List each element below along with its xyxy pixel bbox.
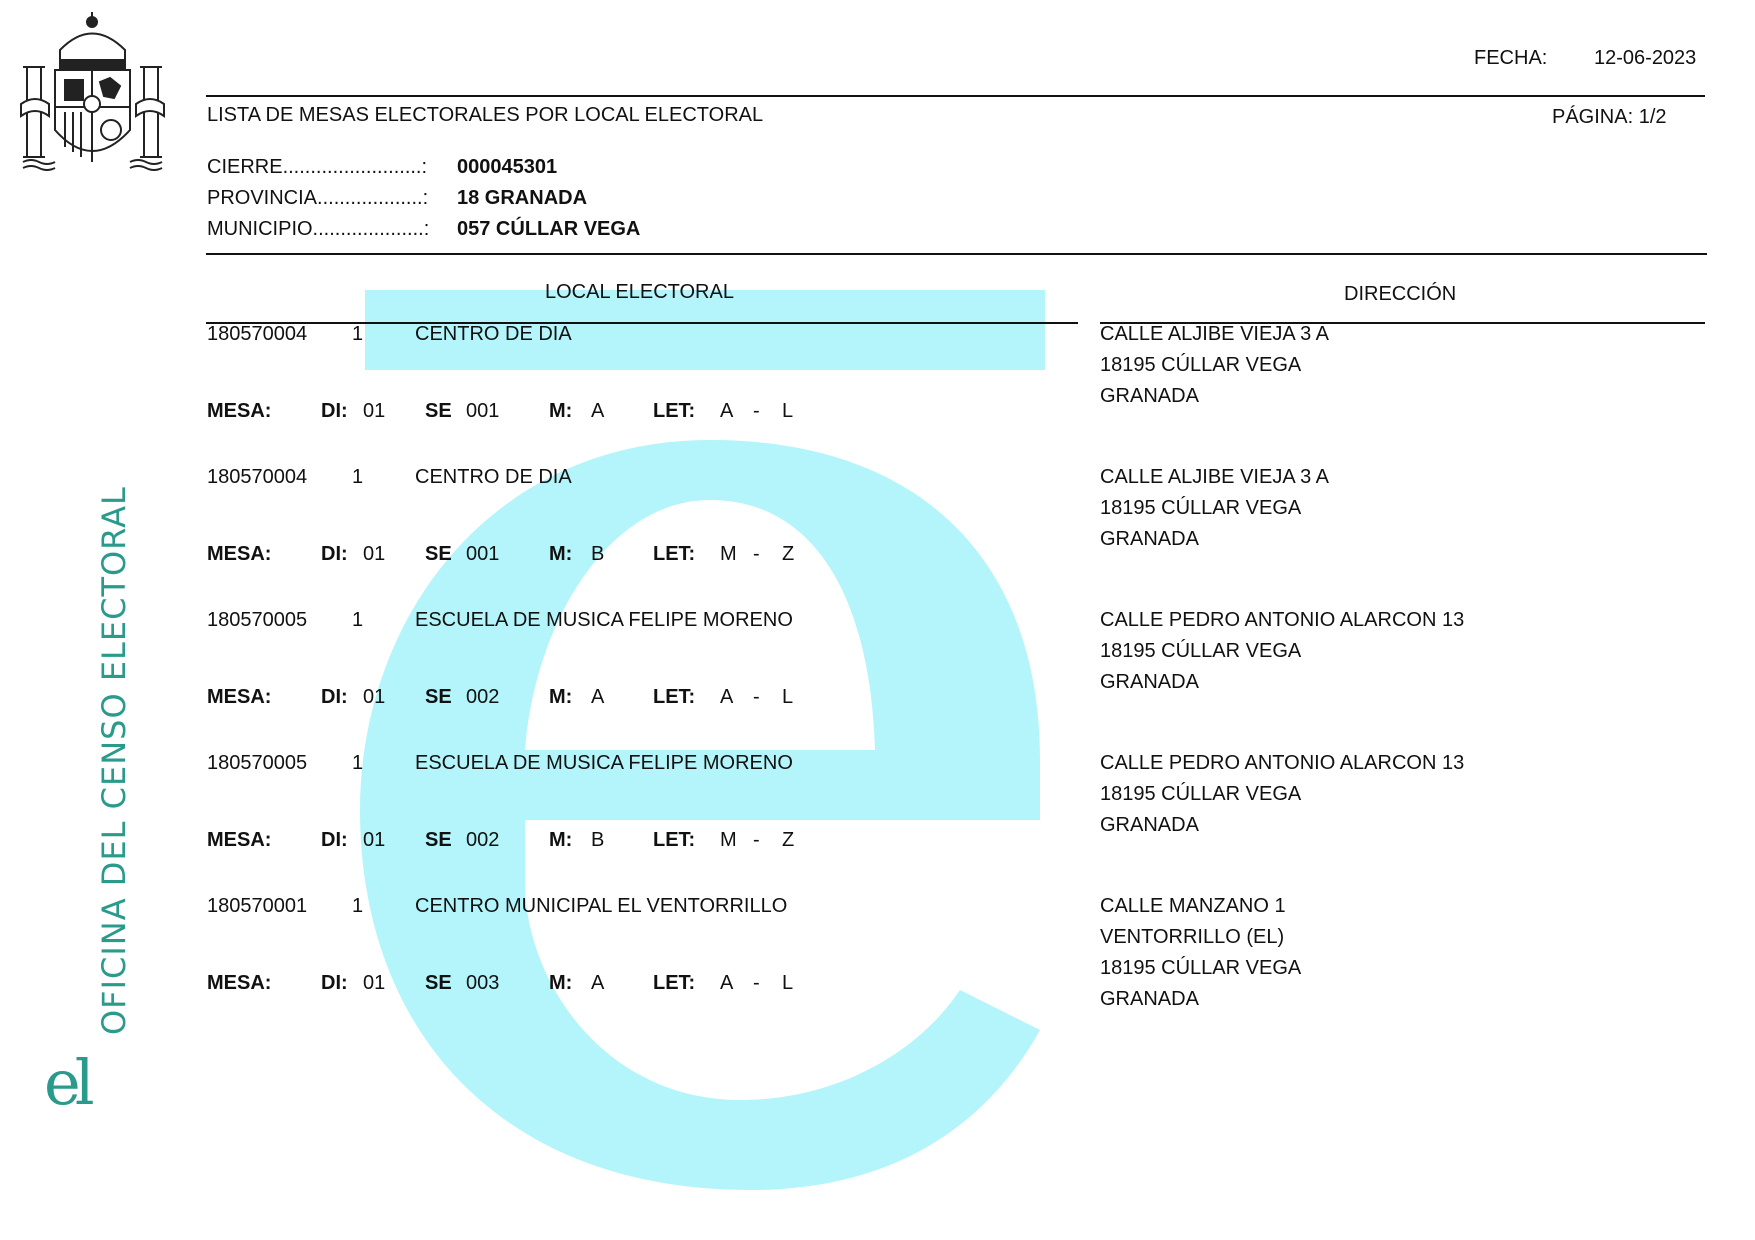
entry-code: 180570004 [207,466,308,488]
let-dash: - [753,972,760,994]
let-from: M [720,543,737,565]
di-label: DI: [321,686,348,708]
address-line: GRANADA [1100,814,1199,836]
m-label: M: [549,400,573,422]
entry-local-name: CENTRO DE DIA [415,323,572,345]
let-to: L [782,686,794,708]
entry-local-name: CENTRO DE DIA [415,466,572,488]
se-label: SE [425,972,452,994]
let-to: Z [782,543,795,565]
cierre-label: CIERRE.........................: [207,156,428,178]
address-line: CALLE PEDRO ANTONIO ALARCON 13 [1100,752,1465,774]
address-line: GRANADA [1100,385,1199,407]
di-label: DI: [321,972,348,994]
mesa-entry [0,894,1755,1034]
mesa-label: MESA: [207,400,272,422]
address-line: GRANADA [1100,528,1199,550]
provincia-value: 18 GRANADA [457,187,588,209]
m-value: B [591,829,605,851]
di-label: DI: [321,400,348,422]
let-from: M [720,829,737,851]
se-value: 003 [466,972,500,994]
side-brand-logo: el [44,1046,89,1119]
mesa-entry [0,751,1755,891]
se-label: SE [425,686,452,708]
mesa-entry [0,322,1755,462]
entry-number: 1 [352,895,364,917]
entry-code: 180570001 [207,895,308,917]
address-line: GRANADA [1100,988,1199,1010]
di-value: 01 [363,829,386,851]
let-to: L [782,400,794,422]
se-value: 002 [466,829,500,851]
municipio-value: 057 CÚLLAR VEGA [457,218,641,240]
m-label: M: [549,829,573,851]
entry-number: 1 [352,752,364,774]
let-from: A [720,686,734,708]
di-label: DI: [321,829,348,851]
let-label: LET: [653,972,696,994]
address-line: VENTORRILLO (EL) [1100,926,1285,948]
column-direccion: DIRECCIÓN [1344,283,1457,305]
let-label: LET: [653,400,696,422]
header-rule-bottom [206,253,1707,255]
let-dash: - [753,400,760,422]
mesa-entry [0,608,1755,748]
address-line: 18195 CÚLLAR VEGA [1100,957,1302,979]
mesa-label: MESA: [207,686,272,708]
se-value: 001 [466,543,500,565]
entry-code: 180570005 [207,752,308,774]
let-to: L [782,972,794,994]
address-line: CALLE ALJIBE VIEJA 3 A [1100,466,1330,488]
let-from: A [720,972,734,994]
m-label: M: [549,686,573,708]
let-dash: - [753,829,760,851]
column-local-electoral: LOCAL ELECTORAL [545,281,734,303]
cierre-value: 000045301 [457,156,558,178]
se-label: SE [425,400,452,422]
address-line: 18195 CÚLLAR VEGA [1100,354,1302,376]
di-value: 01 [363,972,386,994]
let-label: LET: [653,829,696,851]
mesa-label: MESA: [207,543,272,565]
di-value: 01 [363,400,386,422]
se-value: 001 [466,400,500,422]
se-label: SE [425,829,452,851]
side-brand-text: OFICINA DEL CENSO ELECTORAL [95,486,133,1035]
address-line: CALLE MANZANO 1 [1100,895,1286,917]
page-title: LISTA DE MESAS ELECTORALES POR LOCAL ELECTORAL [207,104,764,126]
page-number: PÁGINA: 1/2 [1552,106,1667,128]
entry-local-name: ESCUELA DE MUSICA FELIPE MORENO [415,609,793,631]
m-value: A [591,686,605,708]
m-value: A [591,972,605,994]
fecha-label: FECHA: [1474,47,1548,69]
address-line: 18195 CÚLLAR VEGA [1100,783,1302,805]
entry-number: 1 [352,609,364,631]
header-rule-top [206,95,1705,97]
spain-coat-of-arms-icon [15,12,170,177]
entry-code: 180570005 [207,609,308,631]
entry-local-name: CENTRO MUNICIPAL EL VENTORRILLO [415,895,788,917]
let-from: A [720,400,734,422]
municipio-label: MUNICIPIO....................: [207,218,430,240]
let-label: LET: [653,543,696,565]
fecha-value: 12-06-2023 [1594,47,1697,69]
m-label: M: [549,972,573,994]
let-dash: - [753,686,760,708]
mesa-label: MESA: [207,829,272,851]
entry-number: 1 [352,323,364,345]
address-line: CALLE ALJIBE VIEJA 3 A [1100,323,1330,345]
mesa-entry [0,465,1755,605]
m-label: M: [549,543,573,565]
di-value: 01 [363,686,386,708]
m-value: B [591,543,605,565]
let-label: LET: [653,686,696,708]
m-value: A [591,400,605,422]
di-value: 01 [363,543,386,565]
se-value: 002 [466,686,500,708]
entry-number: 1 [352,466,364,488]
address-line: 18195 CÚLLAR VEGA [1100,640,1302,662]
se-label: SE [425,543,452,565]
address-line: 18195 CÚLLAR VEGA [1100,497,1302,519]
let-to: Z [782,829,795,851]
provincia-label: PROVINCIA...................: [207,187,429,209]
entry-local-name: ESCUELA DE MUSICA FELIPE MORENO [415,752,793,774]
address-line: GRANADA [1100,671,1199,693]
address-line: CALLE PEDRO ANTONIO ALARCON 13 [1100,609,1465,631]
mesa-label: MESA: [207,972,272,994]
entry-code: 180570004 [207,323,308,345]
di-label: DI: [321,543,348,565]
let-dash: - [753,543,760,565]
